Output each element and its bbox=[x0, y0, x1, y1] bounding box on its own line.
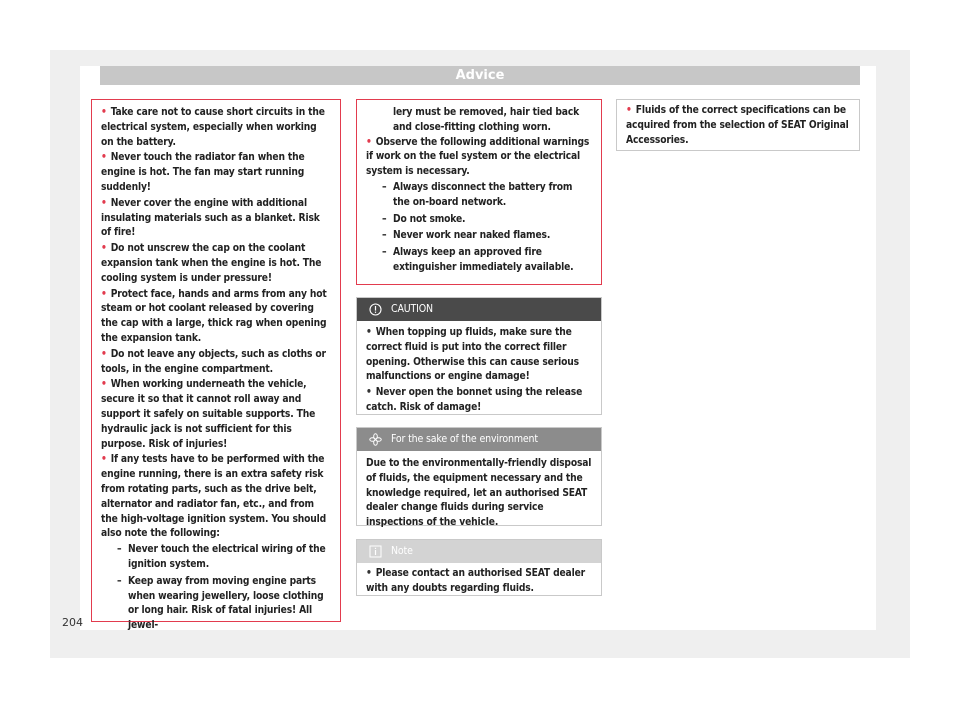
bullet-icon: • bbox=[366, 568, 372, 579]
note-box bbox=[356, 539, 602, 596]
warning-item: • Never cover the engine with additional insulating materials such as a blanket. Risk of fire! bbox=[101, 197, 320, 239]
dash-icon: – bbox=[117, 575, 122, 587]
dash-icon: – bbox=[382, 213, 387, 225]
warning-item: • Observe the following additional warnings if work on the fuel system or the electrical system is necessary. bbox=[366, 136, 590, 178]
info-book-icon bbox=[369, 545, 382, 558]
caution-title: CAUTION bbox=[391, 303, 433, 315]
dash-icon: – bbox=[382, 230, 387, 242]
bullet-icon: • bbox=[366, 327, 372, 338]
dash-icon: – bbox=[382, 181, 387, 193]
page-number: 204 bbox=[62, 616, 83, 629]
caution-item: • When topping up fluids, make sure the correct fluid is put into the correct filler opening. Otherwise this can cause serious malfunctions or engine damage! bbox=[366, 327, 579, 383]
warning-box-col1 bbox=[91, 99, 341, 632]
warning-item: • Protect face, hands and arms from any hot steam or hot coolant released by covering the cap with a large, thick rag when opening the expansion tank. bbox=[101, 288, 327, 344]
bullet-icon: • bbox=[101, 454, 107, 466]
warning-item: • Do not unscrew the cap on the coolant expansion tank when the engine is hot. The cooling system is under pressure! bbox=[101, 243, 322, 284]
bullet-icon: • bbox=[101, 152, 107, 164]
warning-item: • Never touch the radiator fan when the engine is hot. The fan may start running suddenly! bbox=[101, 152, 305, 193]
warning-sub-item: – Always disconnect the battery from the on-board network. bbox=[382, 181, 573, 208]
warning-sub-item: – Do not smoke. bbox=[366, 213, 592, 228]
bullet-icon: • bbox=[101, 243, 107, 255]
warning-sub-item: – Never touch the electrical wiring of the ignition system. bbox=[117, 544, 326, 570]
environment-header bbox=[357, 428, 601, 451]
warning-item: • Do not leave any objects, such as cloths or tools, in the engine compartment. bbox=[101, 348, 326, 375]
caution-box bbox=[356, 297, 602, 415]
bullet-icon: • bbox=[101, 288, 107, 300]
note-header bbox=[357, 540, 601, 563]
warning-item: • If any tests have to be performed with the engine running, there is an extra safety risk from rotating parts, such as the drive belt, alternator and radiator fan, etc., and from the high-voltage ignition system. You should also note the following: bbox=[101, 454, 327, 540]
section-header: Advice bbox=[100, 66, 860, 85]
environment-title: For the sake of the environment bbox=[391, 433, 538, 445]
bullet-icon: • bbox=[626, 105, 632, 116]
caution-header bbox=[357, 298, 601, 321]
warning-sub-item: – Always keep an approved fire extinguisher immediately available. bbox=[382, 247, 574, 273]
bullet-icon: • bbox=[101, 197, 107, 209]
bullet-icon: • bbox=[101, 379, 107, 391]
warning-sub-item: – Keep away from moving engine parts when wearing jewellery, loose clothing or long hair. Risk of fatal injuries! All jewel- bbox=[117, 575, 324, 632]
bullet-icon: • bbox=[101, 348, 107, 360]
environment-box bbox=[356, 427, 602, 529]
fluids-box bbox=[616, 99, 860, 151]
dash-icon: – bbox=[382, 247, 387, 259]
warning-item: • Take care not to cause short circuits in the electrical system, especially when working on the battery. bbox=[101, 107, 325, 148]
environment-text: Due to the environmentally-friendly disposal of fluids, the equipment necessary and the knowledge required, let an authorised SEAT dealer change fluids during service inspections of the vehicle. bbox=[366, 458, 592, 529]
warning-item: • When working underneath the vehicle, secure it so that it cannot roll away and support it safely on suitable supports. The hydraulic jack is not sufficient for this purpose. Risk of injuries! bbox=[101, 379, 316, 450]
bullet-icon: • bbox=[366, 387, 372, 399]
warning-sub-item: – Never work near naked flames. bbox=[366, 229, 592, 244]
info-circle-icon bbox=[369, 303, 382, 316]
warning-continuation: lery must be removed, hair tied back and close-fitting clothing worn. bbox=[393, 107, 580, 133]
bullet-icon: • bbox=[366, 136, 372, 148]
warning-box-col2 bbox=[356, 99, 602, 285]
note-item: • Please contact an authorised SEAT dealer with any doubts regarding fluids. bbox=[366, 568, 586, 594]
environment-flower-icon bbox=[369, 433, 382, 446]
dash-icon: – bbox=[117, 544, 122, 556]
bullet-icon: • bbox=[101, 107, 107, 118]
note-title: Note bbox=[391, 545, 413, 557]
fluids-item: • Fluids of the correct specifications can be acquired from the selection of SEAT Original Accessories. bbox=[626, 105, 849, 146]
caution-item: • Never open the bonnet using the release catch. Risk of damage! bbox=[366, 387, 583, 413]
